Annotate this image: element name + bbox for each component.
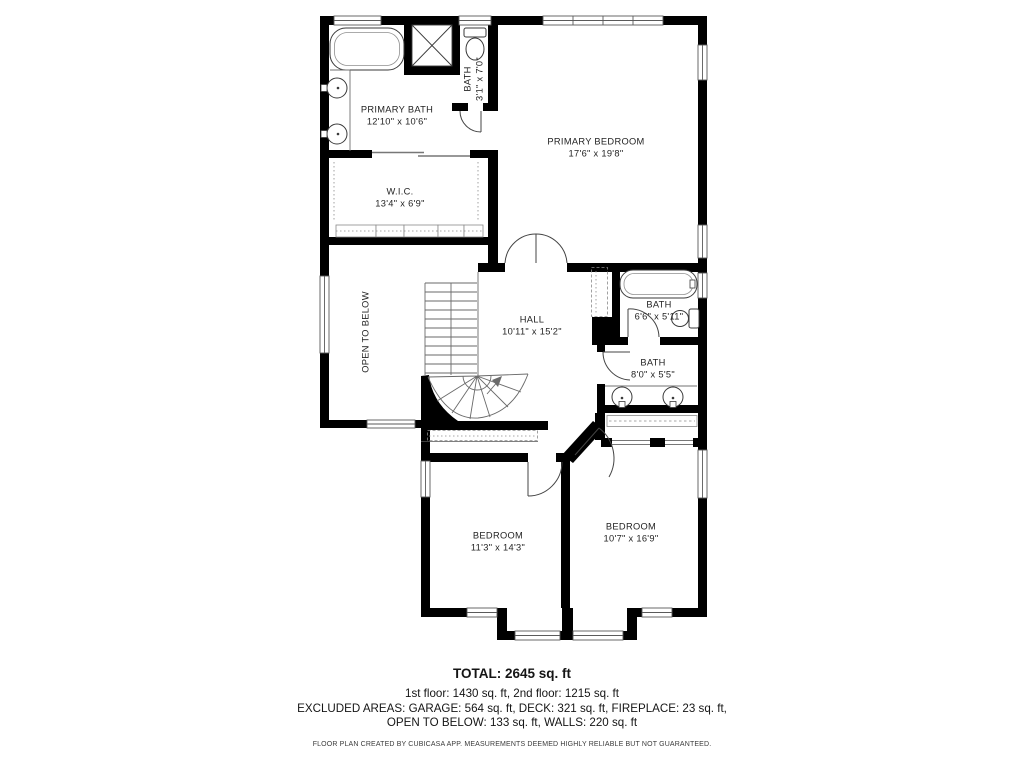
toilet-small-bath-tank [464,28,486,37]
bathtub-upper-faucet [690,280,695,288]
faucet-lower-2 [670,402,676,408]
staircase [425,272,528,419]
wic-sliding-door [372,153,470,157]
room-label-bath-upper: BATH 6'6" x 5'11" [634,299,684,321]
total-area: TOTAL: 2645 sq. ft [452,666,572,681]
room-label-primary-bedroom: PRIMARY BEDROOM 17'6" x 19'8" [547,136,645,158]
bathtub-primary-inner [335,33,400,66]
area-summary [0,666,1024,749]
fixtures [321,25,699,408]
excluded-areas-line1: EXCLUDED AREAS: GARAGE: 564 sq. ft, DECK: 321 sq. ft, FIREPLACE: 23 sq. ft, [297,701,727,715]
room-label-open-to-below: OPEN TO BELOW [360,291,371,373]
room-label-hall: HALL 10'11" x 15'2" [502,314,562,336]
faucet-primary-2 [321,131,327,138]
room-label-primary-bath: PRIMARY BATH 12'10" x 10'6" [360,104,434,126]
disclaimer: FLOOR PLAN CREATED BY CUBICASA APP. MEASUREMENTS DEEMED HIGHLY RELIABLE BUT NOT GUARANTEED. [312,740,712,748]
room-label-bath-small: BATH 3'1" x 7'0" [462,57,484,101]
toilet-upper-tank [689,309,699,328]
primary-bath-door [460,111,481,132]
room-label-bath-lower: BATH 8'0" x 5'5" [631,357,675,379]
faucet-primary-1 [321,85,327,92]
room-label-wic: W.I.C. 13'4" x 6'9" [375,186,425,208]
excluded-areas-line2: OPEN TO BELOW: 133 sq. ft, WALLS: 220 sq. ft [386,716,638,730]
left-bedroom-door [528,462,562,496]
stair-arrow-head [492,376,502,387]
floor-areas: 1st floor: 1430 sq. ft, 2nd floor: 1215 sq. ft [405,687,619,700]
double-door-arc-right [536,234,567,263]
double-door-arc-left [505,234,536,263]
room-label-bedroom-right: BEDROOM 10'7" x 16'9" [603,521,659,543]
bathtub-upper-inner [624,274,693,295]
room-label-bedroom-left: BEDROOM 11'3" x 14'3" [470,530,526,552]
lower-bath-door [603,352,630,380]
faucet-lower-1 [619,402,625,408]
